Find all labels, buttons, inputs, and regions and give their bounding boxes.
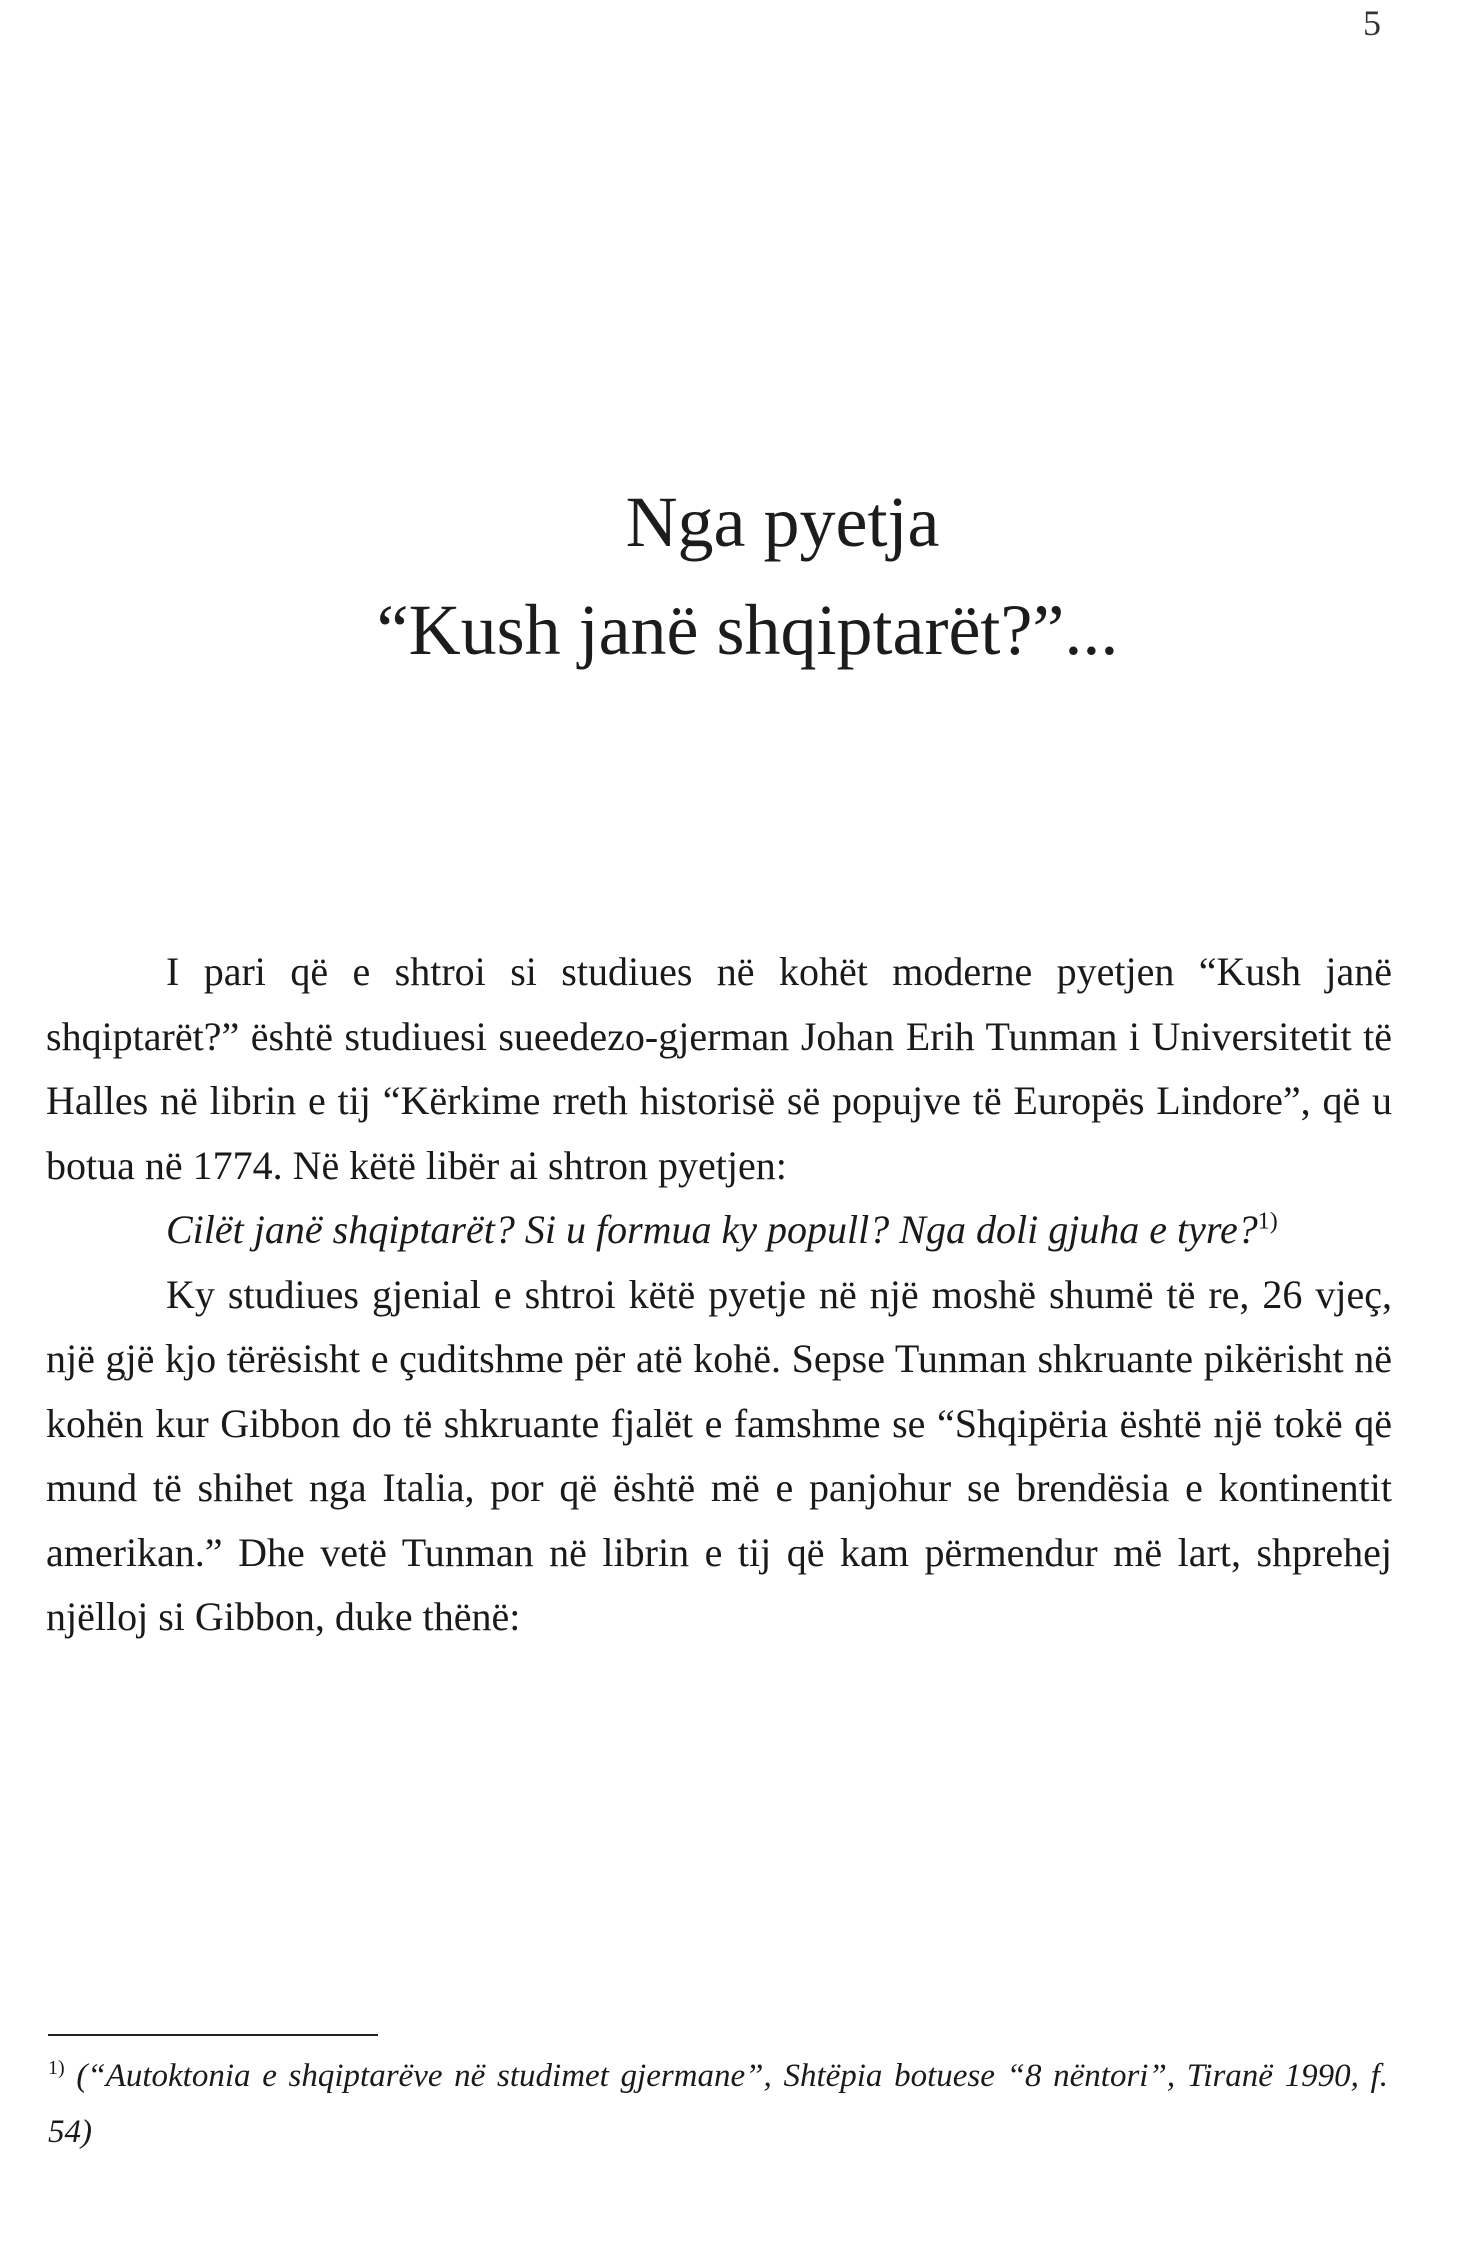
quoted-questions: Cilët janë shqiptarët? Si u formua ky popull? Nga doli gjuha e tyre?: [166, 1207, 1258, 1252]
paragraph-1: I pari që e shtroi si studiues në kohët moderne pyetjen “Kush janë shqiptarët?” është studiuesi sueedezo-gjerman Johan Erih Tunman i Universitetit të Halles në librin e tij “Kërkime rreth historisë së popujve të Europës Lindore”, që u botua në 1774. Në këtë libër ai shtron pyetjen:: [46, 949, 1392, 1188]
chapter-title-line-1: Nga pyetja: [625, 482, 940, 562]
footnote-marker: 1): [48, 2057, 65, 2079]
chapter-title-line-2: “Kush janë shqiptarët?”...: [376, 590, 1119, 670]
footnote-divider: [48, 2034, 378, 2036]
chapter-title: [0, 468, 1475, 684]
footnote: [48, 2048, 1388, 2160]
body-text: [46, 940, 1392, 1650]
paragraph-2: [46, 1198, 1392, 1263]
footnote-text: (“Autoktonia e shqiptarëve në studimet gjermane”, Shtëpia botuese “8 nëntori”, Tiranë 1990, f. 54): [48, 2058, 1388, 2150]
page-number: 5: [1363, 3, 1381, 43]
paragraph-3: Ky studiues gjenial e shtroi këtë pyetje në një moshë shumë të re, 26 vjeç, një gjë kjo tërësisht e çuditshme për atë kohë. Sepse Tunman shkruante pikërisht në kohën kur Gibbon do të shkruante fjalët e famshme se “Shqipëria është një tokë që mund të shihet nga Italia, por që është më e panjohur se brendësia e kontinentit amerikan.” Dhe vetë Tunman në librin e tij që kam përmendur më lart, shprehej njëlloj si Gibbon, duke thënë:: [46, 1271, 1392, 1639]
footnote-reference: 1): [1257, 1208, 1278, 1235]
